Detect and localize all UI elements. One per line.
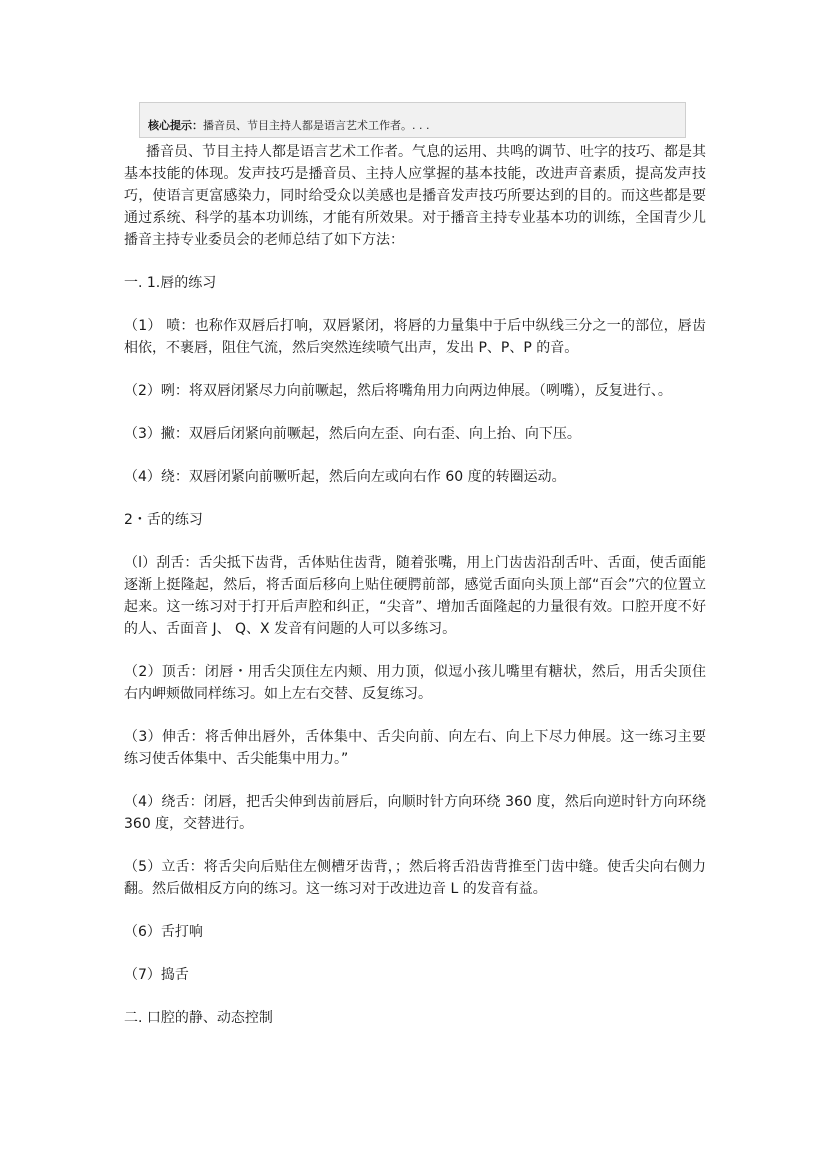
tongue-exercise-3: （3）伸舌：将舌伸出唇外，舌体集中、舌尖向前、向左右、向上下尽力伸展。这一练习主要练习使舌体集中、舌尖能集中用力。” — [124, 729, 706, 767]
intro-paragraph: 播音员、节目主持人都是语言艺术工作者。气息的运用、共鸣的调节、吐字的技巧、都是其基本技能的体现。发声技巧是播音员、主持人应掌握的基本技能，改进声音素质，提高发声技巧，使语言更富感染力，同时给受众以美感也是播音发声技巧所要达到的目的。而这些都是要通过系统、科学的基本功训练，才能有所效果。对于播音主持专业基本功的训练，全国青少儿播音主持专业委员会的老师总结了如下方法： — [124, 144, 706, 248]
lip-section-heading: 一. 1.唇的练习 — [124, 275, 217, 291]
summary-text: 播音员、节目主持人都是语言艺术工作者。. . . — [203, 119, 430, 132]
summary-label: 核心提示： — [148, 119, 203, 132]
tongue-exercise-6: （6）舌打响 — [124, 924, 203, 940]
tongue-section-heading: 2・舌的练习 — [124, 512, 203, 528]
article-body — [124, 141, 706, 1029]
lip-exercise-4: （4）绕：双唇闭紧向前噘听起，然后向左或向右作 60 度的转圈运动。 — [124, 469, 566, 485]
oral-section-heading: 二. 口腔的静、动态控制 — [124, 1010, 273, 1026]
tongue-exercise-4: （4）绕舌：闭唇，把舌尖伸到齿前唇后，向顺时针方向环绕 360 度，然后向逆时针方向环绕 360 度，交替进行。 — [124, 794, 706, 832]
tongue-exercise-1: （l）刮舌：舌尖抵下齿背，舌体贴住齿背，随着张嘴，用上门齿齿沿刮舌叶、舌面，使舌面能逐渐上挺隆起，然后，将舌面后移向上贴住硬腭前部，感觉舌面向头顶上部“百会”穴的位置立起来。这一练习对于打开后声腔和纠正，“尖音”、增加舌面隆起的力量很有效。口腔开度不好的人、舌面音 J、 Q、X 发音有问题的人可以多练习。 — [124, 555, 706, 637]
tongue-exercise-7: （7）捣舌 — [124, 967, 189, 983]
tongue-exercise-2: （2）顶舌：闭唇・用舌尖顶住左内颊、用力顶，似逗小孩儿嘴里有糖状，然后，用舌尖顶住右内岬颊做同样练习。如上左右交替、反复练习。 — [124, 664, 706, 702]
lip-exercise-2: （2）咧：将双唇闭紧尽力向前噘起，然后将嘴角用力向两边伸展。（咧嘴），反复进行、。 — [124, 383, 672, 399]
lip-exercise-3: （3）撇：双唇后闭紧向前噘起，然后向左歪、向右歪、向上抬、向下压。 — [124, 426, 581, 442]
lip-exercise-1: （1） 喷：也称作双唇后打响，双唇紧闭，将唇的力量集中于后中纵线三分之一的部位，唇齿相依，不裹唇，阻住气流，然后突然连续喷气出声，发出 P、P、P 的音。 — [124, 318, 706, 356]
summary-box — [139, 102, 686, 138]
tongue-exercise-5: （5）立舌：将舌尖向后贴住左侧槽牙齿背，；然后将舌沿齿背推至门齿中缝。使舌尖向右侧力翻。然后做相反方向的练习。这一练习对于改进边音 L 的发音有益。 — [124, 859, 706, 897]
